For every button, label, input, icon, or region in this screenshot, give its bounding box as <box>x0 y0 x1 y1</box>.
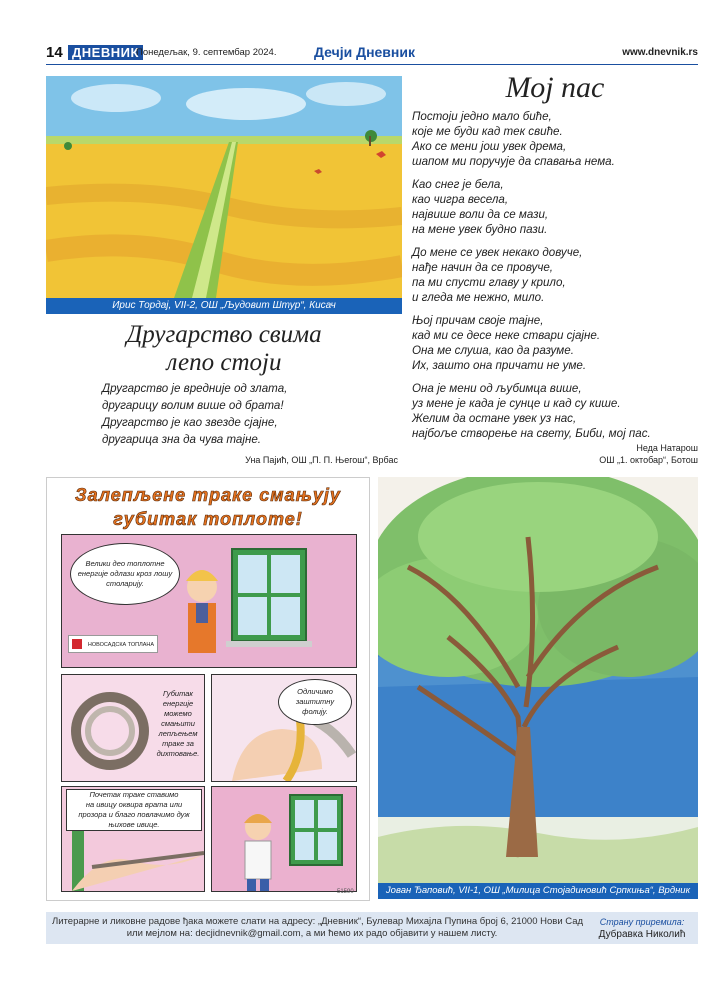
poem1-line: другарицу волим више од брата! <box>102 399 284 412</box>
comic-panel-3 <box>211 674 357 782</box>
footer-submission-email[interactable]: или мејлом на: decjidnevnik@gmail.com, а ми ћемо их радо објавити у нашем листу. <box>126 928 498 939</box>
poem1-author: Уна Пајић, ОШ „П. П. Његош“, Врбас <box>245 455 398 465</box>
poem2-line: највише воли да се мази, <box>412 208 549 221</box>
poem2-line: Их, зашто она причати не уме. <box>412 359 587 372</box>
comic-panel4-text: Почетак траке ставимо на ивицу оквира врата или прозора и благо повлачимо дуж њихове ивице. <box>66 789 202 831</box>
poem2-line: као чигра весела, <box>412 193 509 206</box>
poem2-line: па ми спусти главу у крило, <box>412 276 566 289</box>
company-logo-mark-icon <box>72 639 82 649</box>
comic-panel2-text: Губитак енергије можемо смањити лепљењем траке за дихтовање. <box>156 689 200 758</box>
drawing-field-landscape <box>46 76 402 298</box>
poem2-line: Она је мени од љубимца више, <box>412 382 582 395</box>
poem2-line: Она ме слуша, као да разуме. <box>412 344 574 357</box>
poem1-title-line1: Другарство свима <box>126 321 322 348</box>
website-link[interactable]: www.dnevnik.rs <box>622 47 698 58</box>
drawing2-caption: Јован Ђаповић, VII-1, ОШ „Милица Стојадиновић Српкиња“, Врдник <box>378 883 698 899</box>
poem2-line: шапом ми поручује да спавања нема. <box>412 155 615 168</box>
footer-submission-address: Литерарне и ликовне радове ђака можете слати на адресу: „Дневник“, Булевар Михајла Пупина број 6, 21000 Нови Сад <box>52 916 584 927</box>
comic-panel-5 <box>211 786 357 892</box>
company-logo <box>68 635 158 653</box>
poem2-line: До мене се увек некако довуче, <box>412 246 583 259</box>
poem2-line: Њој причам своје тајне, <box>412 314 544 327</box>
page-number: 14 <box>46 44 63 61</box>
poem2-line: Желим да остане увек уз нас, <box>412 412 577 425</box>
drawing1-caption: Ирис Тордај, VII-2, ОШ „Људовит Штур“, Кисач <box>46 298 402 314</box>
comic-panel-4 <box>61 786 205 892</box>
footer-editor-name: Дубравка Николић <box>598 929 686 940</box>
page-header <box>46 44 698 65</box>
poem1-line: Другарство је вредније од злата, <box>102 382 288 395</box>
comic-panel-1 <box>61 534 357 668</box>
poem2-line: Постоји једно мало биће, <box>412 110 552 123</box>
poem2-line: кад ми се десе неке ствари сјајне. <box>412 329 601 342</box>
poem2-line: нађе начин да се провуче, <box>412 261 553 274</box>
comic-title-line2: губитак топлоте! <box>113 509 303 529</box>
poem2-line: Ако се мени још увек дрема, <box>412 140 567 153</box>
newspaper-logo: ДНЕВНИК <box>68 45 143 60</box>
poem2-line: уз мене је када је сунце и кад су кише. <box>412 397 621 410</box>
poem2-line: Као снег је бела, <box>412 178 504 191</box>
footer <box>46 912 698 944</box>
footer-prepared-label: Страну приремила: <box>599 917 685 927</box>
comic-code: 51590 <box>337 889 354 895</box>
poem1-line: другарица зна да чува тајне. <box>102 433 262 446</box>
comic-strip <box>46 477 370 901</box>
poem2-line: најбоље створење на свету, Биби, мој пас. <box>412 427 651 440</box>
company-name: НОВОСАДСКА ТОПЛАНА <box>87 642 154 648</box>
poem2-author-school: ОШ „1. октобар“, Ботош <box>599 455 698 465</box>
comic-panel-2 <box>61 674 205 782</box>
poem2-title: Мој пас <box>505 71 605 104</box>
poem1-title-line2: лепо стоји <box>166 349 282 376</box>
poem1-line: Другарство је као звезде сјајне, <box>102 416 278 429</box>
poem2-line: на мене увек будно пази. <box>412 223 548 236</box>
issue-date: Понедељак, 9. септембар 2024. <box>136 47 277 58</box>
poem2-line: које ме буди кад тек свиће. <box>412 125 563 138</box>
comic-title-line1: Залепљене траке смањују <box>75 485 341 505</box>
comic-speech-bubble-1: Велики део топлотне енергије одлази кроз лошу столарију. <box>70 543 180 605</box>
poem2-author-name: Неда Натарош <box>636 443 698 453</box>
comic-speech-bubble-2: Одличимо заштитну фолију. <box>278 679 352 725</box>
section-title: Дечји Дневник <box>314 44 415 60</box>
poem2-line: и гледа ме нежно, мило. <box>412 291 545 304</box>
drawing-tree <box>378 477 698 883</box>
